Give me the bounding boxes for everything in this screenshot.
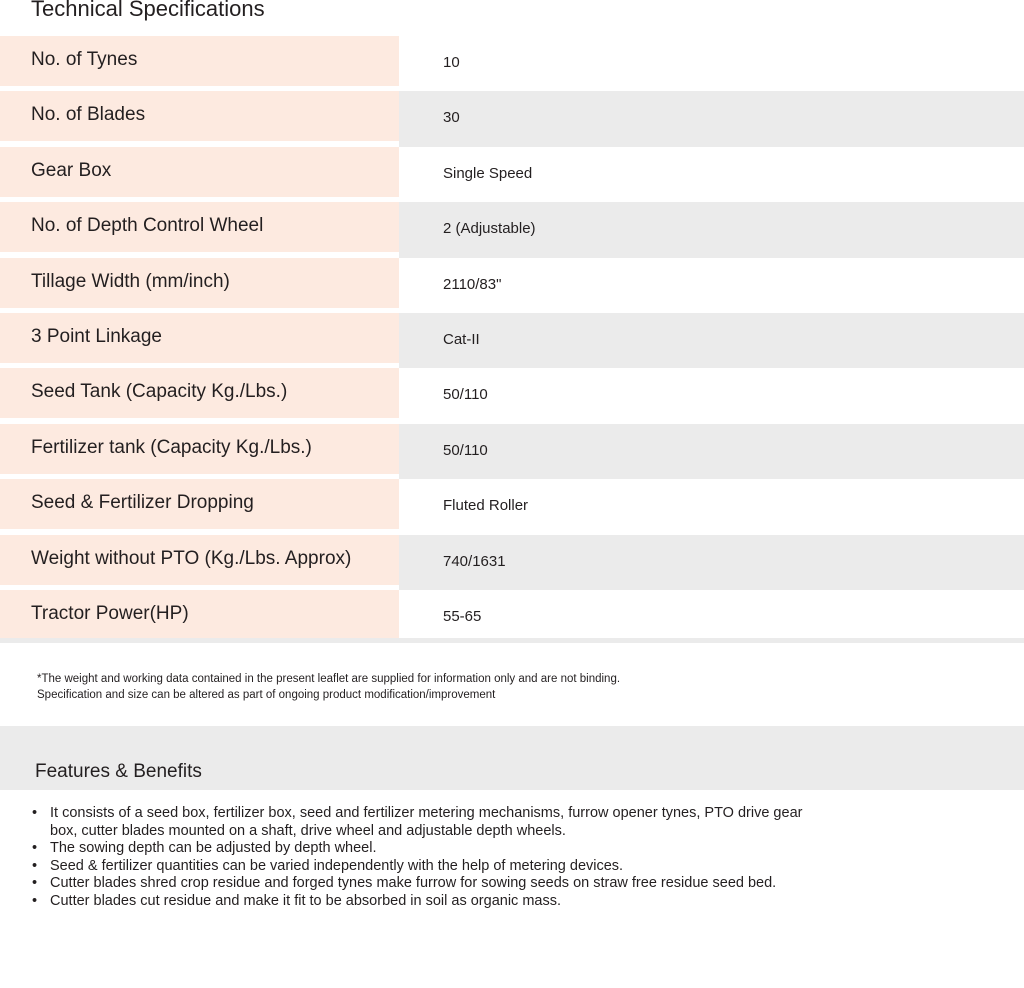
spec-label: Fertilizer tank (Capacity Kg./Lbs.) — [31, 436, 312, 458]
bullet-icon: • — [32, 857, 38, 874]
spec-value: 50/110 — [443, 386, 488, 404]
spec-value-cell — [399, 368, 1024, 423]
features-list — [32, 805, 822, 910]
feature-text: It consists of a seed box, fertilizer box, seed and fertilizer metering mechanisms, furrow opener tynes, PTO drive gear box, cutter blades mounted on a shaft, drive wheel and adjustable depth wheels. — [50, 805, 803, 839]
spec-value-cell — [399, 313, 1024, 368]
spec-row — [0, 258, 1024, 313]
list-item — [32, 875, 822, 893]
spec-row — [0, 424, 1024, 479]
list-item — [32, 805, 822, 840]
spec-label-cell — [0, 91, 399, 141]
spec-label: No. of Tynes — [31, 49, 138, 70]
spec-value: 740/1631 — [443, 552, 506, 570]
spec-label-cell — [0, 535, 399, 585]
spec-label-cell — [0, 424, 399, 474]
spec-label: Seed & Fertilizer Dropping — [31, 492, 254, 514]
bullet-icon: • — [32, 875, 38, 891]
feature-text: The sowing depth can be adjusted by depth wheel. — [50, 840, 377, 856]
spec-value: Cat-II — [443, 330, 480, 348]
spec-label-cell — [0, 36, 399, 86]
spec-label-cell — [0, 258, 399, 308]
spec-row — [0, 202, 1024, 257]
spec-value-cell — [399, 147, 1024, 202]
spec-row — [0, 147, 1024, 202]
bullet-icon: • — [32, 840, 38, 856]
spec-row — [0, 479, 1024, 534]
spec-title: Technical Specifications — [31, 0, 265, 21]
spec-value: 50/110 — [443, 441, 488, 459]
spec-value: 2110/83" — [443, 275, 502, 293]
spec-label-cell — [0, 590, 399, 640]
spec-value: 2 (Adjustable) — [443, 220, 536, 238]
spec-value-cell — [399, 590, 1024, 645]
spec-label: No. of Blades — [31, 104, 146, 126]
spec-value-cell — [399, 91, 1024, 146]
spec-value: 10 — [443, 54, 460, 71]
spec-row — [0, 590, 1024, 645]
list-item — [32, 858, 822, 876]
spec-label-cell — [0, 202, 399, 252]
spec-value-cell — [399, 535, 1024, 590]
spec-row — [0, 91, 1024, 146]
spec-label: Tractor Power(HP) — [31, 602, 189, 624]
feature-text: Seed & fertilizer quantities can be varied independently with the help of metering devices. — [50, 857, 624, 874]
spec-label: Gear Box — [31, 159, 112, 181]
spec-label: Seed Tank (Capacity Kg./Lbs.) — [31, 381, 288, 403]
bullet-icon: • — [32, 805, 38, 821]
spec-table — [0, 36, 1024, 645]
table-bottom-divider — [0, 638, 1024, 643]
spec-value-cell — [399, 424, 1024, 479]
disclaimer — [37, 671, 620, 703]
spec-value-cell — [399, 479, 1024, 534]
spec-label: Weight without PTO (Kg./Lbs. Approx) — [31, 547, 352, 569]
spec-label: Tillage Width (mm/inch) — [31, 270, 230, 292]
list-item — [32, 840, 822, 858]
feature-text: Cutter blades cut residue and make it fit to be absorbed in soil as organic mass. — [50, 892, 561, 909]
features-title: Features & Benefits — [35, 761, 202, 782]
disclaimer-line: *The weight and working data contained in the present leaflet are supplied for information only and are not binding. — [37, 673, 621, 685]
spec-value: Single Speed — [443, 164, 533, 182]
disclaimer-line: Specification and size can be altered as part of ongoing product modification/improvement — [37, 689, 496, 701]
spec-label: 3 Point Linkage — [31, 325, 162, 347]
spec-label: No. of Depth Control Wheel — [31, 215, 264, 237]
spec-value: Fluted Roller — [443, 497, 529, 515]
spec-value-cell — [399, 202, 1024, 257]
spec-row — [0, 535, 1024, 590]
spec-label-cell — [0, 479, 399, 529]
spec-row — [0, 313, 1024, 368]
spec-value: 30 — [443, 109, 460, 127]
spec-value-cell — [399, 36, 1024, 91]
bullet-icon: • — [32, 892, 38, 909]
spec-label-cell — [0, 313, 399, 363]
spec-row — [0, 368, 1024, 423]
list-item — [32, 893, 822, 911]
spec-label-cell — [0, 147, 399, 197]
spec-row — [0, 36, 1024, 91]
feature-text: Cutter blades shred crop residue and forged tynes make furrow for sowing seeds on straw free residue seed bed. — [50, 875, 777, 891]
spec-label-cell — [0, 368, 399, 418]
spec-value: 55-65 — [443, 607, 482, 625]
spec-value-cell — [399, 258, 1024, 313]
